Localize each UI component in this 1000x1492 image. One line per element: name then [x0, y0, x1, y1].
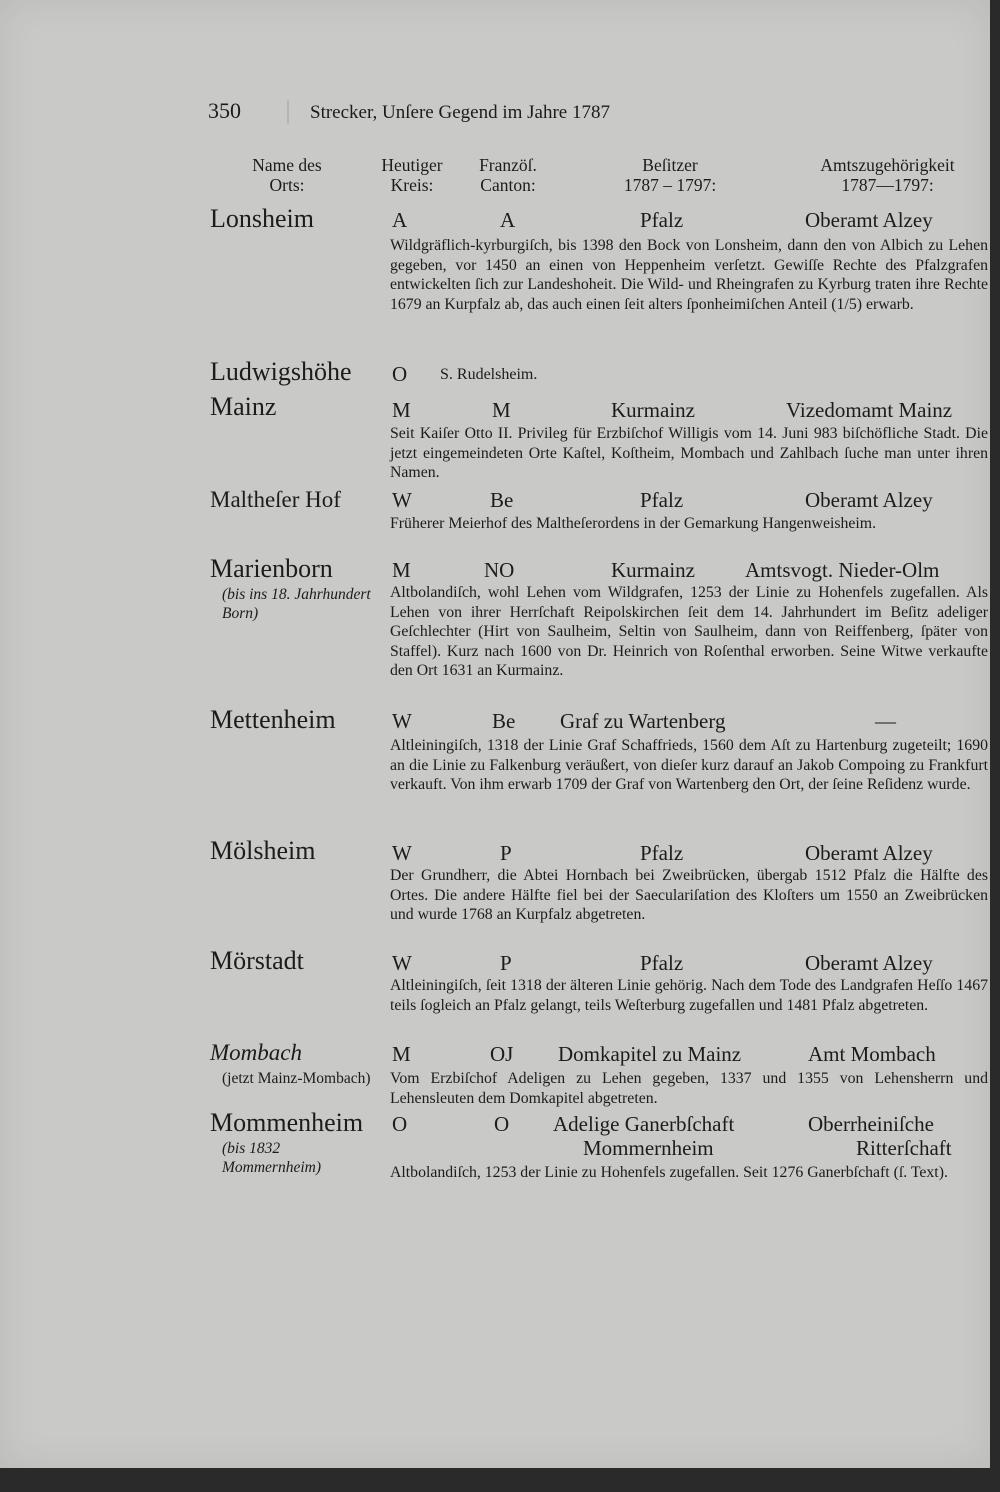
column-header-name-line2: Orts:: [269, 175, 305, 195]
place-name: Mommenheim: [210, 1108, 364, 1137]
place-name: Mölsheim: [210, 836, 316, 865]
kreis-cell: W: [392, 488, 412, 512]
amt-cell: Amt Mombach: [808, 1042, 936, 1066]
place-subtitle: (jetzt Mainz-Mombach): [222, 1070, 371, 1087]
besitzer-cell: Graf zu Wartenberg: [560, 709, 726, 733]
amt-cell: Oberamt Alzey: [805, 488, 933, 512]
page-number: [208, 98, 241, 124]
column-header-kreis: [362, 155, 462, 195]
column-header-besitzer: [595, 155, 745, 195]
column-header-amt: [795, 155, 980, 195]
kreis-cell: W: [392, 841, 412, 865]
amt-cell: Oberamt Alzey: [805, 208, 933, 232]
besitzer-cell: Pfalz: [640, 208, 684, 232]
place-description: Seit Kaiſer Otto II. Privileg für Erzbiſchof Willigis vom 14. Juni 983 biſchöfliche Stadt. Die jetzt eingemeindeten Orte Kaſtel, Koſtheim, Mombach und Zahlbach ſuche man unter ihren Namen.: [390, 425, 988, 482]
kreis-cell: W: [392, 709, 412, 733]
place-description: Altleiningiſch, 1318 der Linie Graf Schaffrieds, 1560 dem Aſt zu Hartenburg zugeteilt; 1690 an die Linie zu Falkenburg veräußert, von dieſer kurz darauf an Jakob Compoing zu Frankfurt verkauft. Von ihm erwarb 1709 der Graf von Wartenberg den Ort, der ſeine Reſidenz wurde.: [390, 737, 988, 794]
besitzer-cell-line2: Mommernheim: [583, 1136, 714, 1160]
besitzer-cell: Kurmainz: [611, 558, 695, 582]
column-header-canton-line1: Franzöſ.: [479, 155, 537, 175]
amt-cell-line1: Oberrheiniſche: [808, 1112, 934, 1136]
column-header-amt-line2: 1787—1797:: [841, 175, 934, 195]
column-header-canton: [458, 155, 558, 195]
canton-cell: P: [500, 841, 512, 865]
canton-cell: O: [494, 1112, 510, 1136]
place-subtitle: (bis ins 18. Jahrhundert Born): [222, 586, 371, 622]
place-description: Wildgräflich-kyrburgiſch, bis 1398 den Bock von Lonsheim, dann den von Albich zu Lehen gegeben, vor 1450 an einen von Heppenheim verſetzt. Gewiſſe Rechte des Pfalzgrafen entwickelten ſich zur Landeshoheit. Die Wild- und Rheingrafen zu Kyrburg traten ihre Rechte 1679 an Kurpfalz ab, das auch einen ſeit alters ſponheimiſchen Anteil (1/5) erwarb.: [390, 237, 988, 313]
column-header-besitzer-line2: 1787 – 1797:: [623, 175, 717, 195]
place-description: Vom Erzbiſchof Adeligen zu Lehen gegeben, 1337 und 1355 von Lehensherrn und Lehensleuten dem Domkapitel abgetreten.: [390, 1070, 988, 1107]
place-description: Altleiningiſch, ſeit 1318 der älteren Linie gehörig. Nach dem Tode des Landgrafen Heſſo 1467 teils ſogleich an Pfalz gelangt, teils Weſterburg zugefallen und 1481 Pfalz abgetreten.: [390, 977, 988, 1014]
amt-cell-line2: Ritterſchaft: [856, 1136, 952, 1160]
place-description: S. Rudelsheim.: [440, 366, 538, 383]
kreis-cell: O: [392, 362, 408, 386]
place-name: Mettenheim: [210, 705, 336, 734]
place-name: Lonsheim: [210, 204, 314, 233]
column-header-canton-line2: Canton:: [480, 175, 536, 195]
besitzer-cell: Kurmainz: [611, 398, 695, 422]
besitzer-cell: Domkapitel zu Mainz: [558, 1042, 742, 1066]
place-description: Der Grundherr, die Abtei Hornbach bei Zweibrücken, übergab 1512 Pfalz die Hälfte des Ortes. Die andere Hälfte fiel bei der Saeculariſation des Kloſters um 1550 an Zweibrücken und wurde 1768 an Kurpfalz abgetreten.: [390, 867, 988, 924]
canton-cell: P: [500, 951, 512, 975]
place-description: Altbolandiſch, wohl Lehen vom Wildgrafen, 1253 der Linie zu Hohenfels zugefallen. Als Lehen von ihrer Herrſchaft Reipolskirchen ſeit dem 14. Jahrhundert im Beſitz adeliger Geſchlechter (Hirt von Saulheim, Seltin von Saulheim, dann von Reiffenberg, ſpäter von Staffel). Kurz nach 1600 von Dr. Heinrich von Roſenthal erworben. Seine Witwe verkaufte den Ort 1631 an Kurmainz.: [390, 584, 988, 680]
kreis-cell: A: [392, 208, 408, 232]
page-number-text: 350: [208, 98, 241, 123]
kreis-cell: W: [392, 951, 412, 975]
kreis-cell: M: [392, 558, 411, 582]
place-name: Ludwigshöhe: [210, 357, 352, 386]
place-subtitle: (bis 1832 Mommernheim): [222, 1140, 322, 1176]
kreis-cell: O: [392, 1112, 408, 1136]
canton-cell: Be: [490, 488, 514, 512]
kreis-cell: M: [392, 1042, 411, 1066]
canton-cell: NO: [484, 558, 515, 582]
column-header-kreis-line2: Kreis:: [390, 175, 434, 195]
running-title: [310, 102, 610, 124]
place-description: Altbolandiſch, 1253 der Linie zu Hohenfels zugefallen. Seit 1276 Ganerbſchaft (ſ. Text).: [390, 1164, 948, 1181]
header-divider: [287, 100, 289, 124]
column-header-kreis-line1: Heutiger: [381, 155, 443, 175]
column-header-besitzer-line1: Beſitzer: [642, 155, 698, 175]
kreis-cell: M: [392, 398, 411, 422]
column-header-name: [232, 155, 342, 195]
canton-cell: M: [492, 398, 511, 422]
place-name: Mombach: [210, 1040, 302, 1065]
running-title-text: Strecker, Unſere Gegend im Jahre 1787: [310, 102, 610, 123]
amt-cell: Vizedomamt Mainz: [786, 398, 953, 422]
besitzer-cell: Pfalz: [640, 951, 684, 975]
besitzer-cell: Pfalz: [640, 488, 684, 512]
amt-cell: —: [875, 709, 896, 733]
place-name: Marienborn: [210, 554, 333, 583]
canton-cell: A: [500, 208, 516, 232]
place-description: Früherer Meierhof des Maltheſerordens in der Gemarkung Hangenweisheim.: [390, 515, 877, 532]
amt-cell: Oberamt Alzey: [805, 841, 933, 865]
canton-cell: Be: [492, 709, 516, 733]
place-name: Mainz: [210, 392, 277, 421]
place-name: Mörstadt: [210, 946, 304, 975]
place-name: Maltheſer Hof: [210, 487, 341, 512]
besitzer-cell-line1: Adelige Ganerbſchaft: [553, 1112, 735, 1136]
amt-cell: Amtsvogt. Nieder-Olm: [745, 558, 940, 582]
column-header-amt-line1: Amtszugehörigkeit: [820, 155, 955, 175]
besitzer-cell: Pfalz: [640, 841, 684, 865]
amt-cell: Oberamt Alzey: [805, 951, 933, 975]
column-header-name-line1: Name des: [252, 155, 322, 175]
canton-cell: OJ: [490, 1042, 514, 1066]
